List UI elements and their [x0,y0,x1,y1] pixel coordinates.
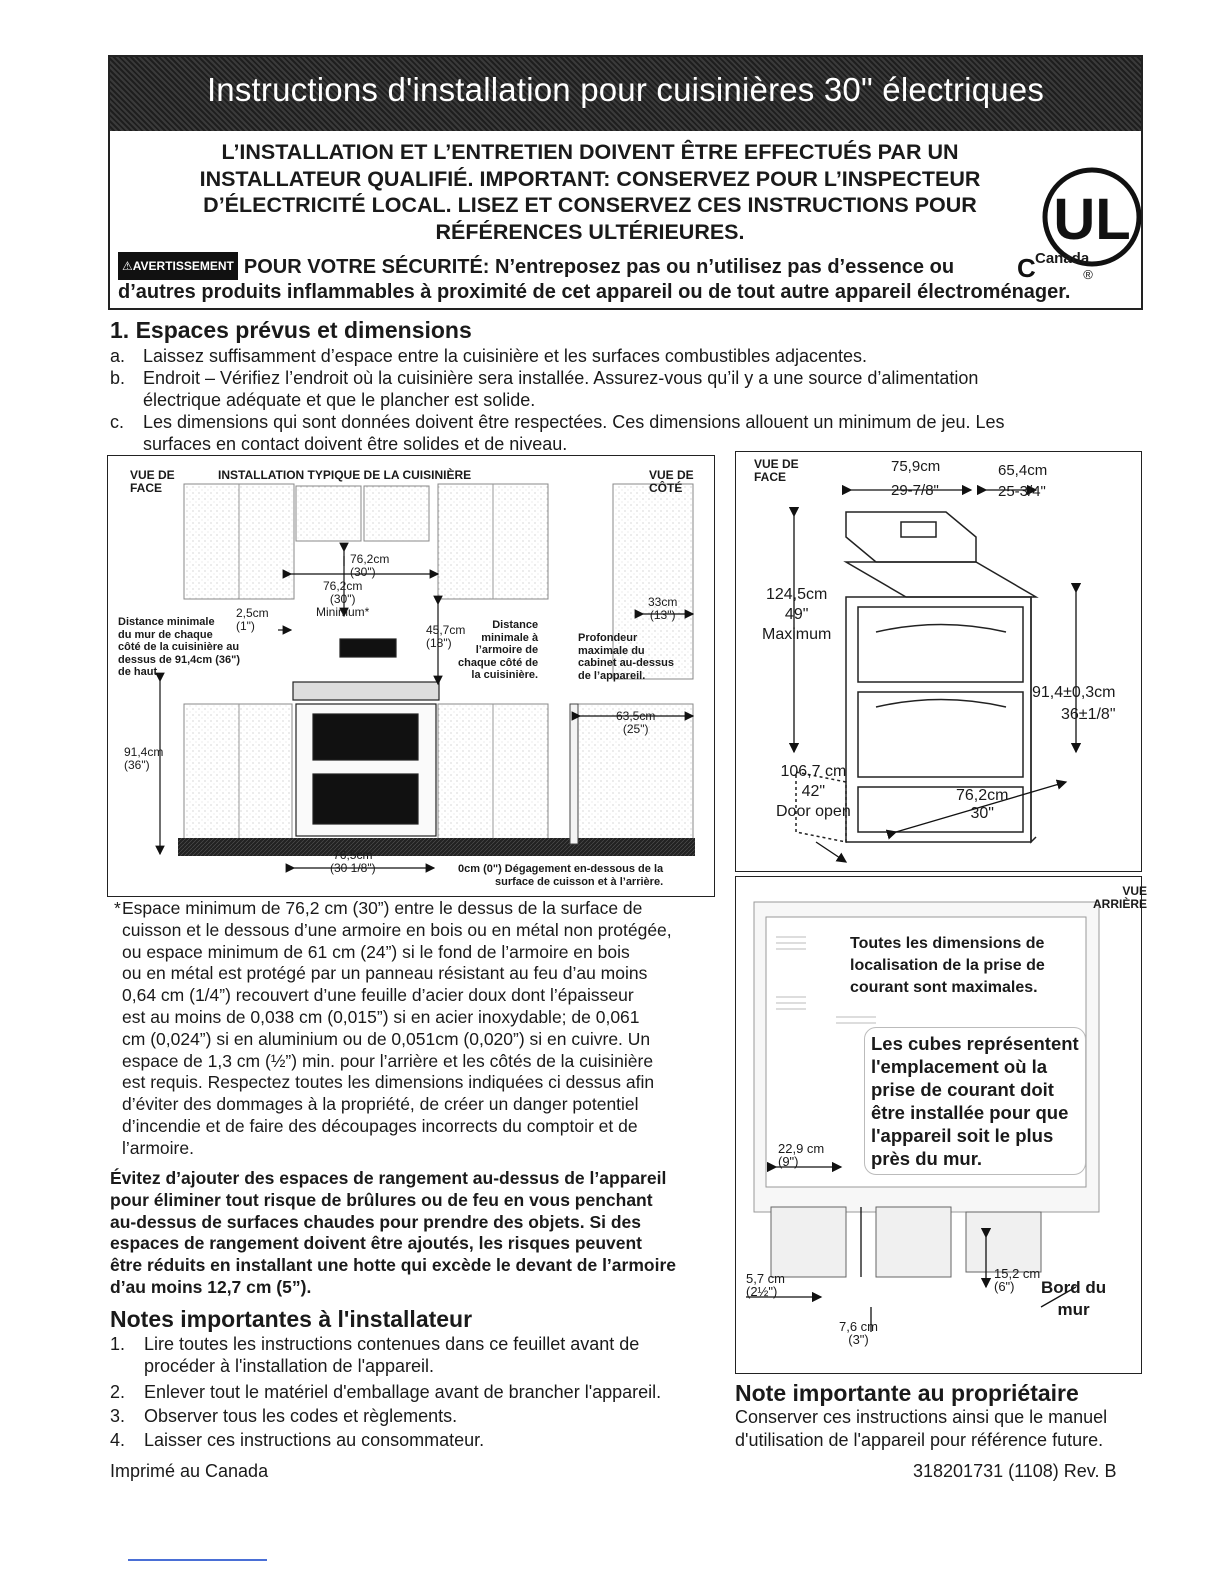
item-text: Laissez suffisamment d’espace entre la cuisinière et les surfaces combustibles adjacentes. [143,346,868,366]
footnote-star: * [114,898,121,918]
note-item [110,1381,725,1403]
width-cm: 75,9cm [891,458,941,475]
door-open-depth: 106,7 cm 42" Door open [776,763,851,820]
note-text: Observer tous les codes et règlements. [144,1406,458,1426]
item-text: électrique adéquate et que le plancher est solide. [143,390,536,410]
installer-line: RÉFÉRENCES ULTÉRIEURES. [435,219,745,244]
dim-25: 2,5cm (1") [236,606,269,633]
width-in: 29-7/8" [891,482,939,499]
footnote-line: d’éviter des dommages à la propriété, de créer un danger potentiel [122,1094,639,1115]
owner-note-body [735,1406,1145,1451]
front-view-label: VUE DE FACE [130,468,175,495]
dim-33: 33cm (13") [648,595,678,622]
owner-note-line: Conserver ces instructions ainsi que le manuel [735,1407,1108,1427]
footnote-line: espace de 1,3 cm (½”) min. pour l’arrière et les côtés de la cuisinière [122,1050,654,1071]
section-title: 1. Espaces prévus et dimensions [110,317,472,343]
floor [178,838,695,856]
note-text: procéder à l'installation de l'appareil. [144,1356,435,1376]
upper-cabinet-small [364,486,429,541]
item-label: c. [110,412,125,432]
depth-cm: 65,4cm [998,462,1048,479]
width-762: 76,2cm 30" [956,787,1009,822]
item-text: surfaces en contact doivent être solides et de niveau. [143,434,568,454]
warning-line: POUR VOTRE SÉCURITÉ: N’entreposez pas ou n’utilisez pas d’essence ou [243,256,955,278]
warning-badge: ⚠AVERTISSEMENT [118,252,238,280]
list-item [110,345,1150,367]
installer-line: L’INSTALLATION ET L’ENTRETIEN DOIVENT ÊTRE EFFECTUÉS PAR UN [221,140,959,164]
dist-wall-note: Distance minimale du mur de chaque côté de la cuisinière au dessus de 91,4cm (36") de haut. [118,616,240,678]
clearance-note: 0cm (0") Dégagement en-dessous de la surface de cuisson et à l’arrière. [458,863,664,888]
dim-229: 22,9 cm (9") [778,1141,825,1169]
item-text: Les dimensions qui sont données doivent être respectées. Ces dimensions allouent un minimum de jeu. Les [143,412,1005,432]
ul-logo-text: UL [1053,187,1131,252]
storage-warning-line: d’au moins 12,7 cm (5”). [110,1276,312,1297]
header-box [108,55,1143,310]
footnote-line: d’incendie et de faire des découpages incorrects du comptoir et de [122,1115,638,1136]
note-item [110,1429,725,1451]
dim-457: 45,7cm (18") [426,623,466,650]
installation-diagram [107,455,715,897]
storage-warning-line: au-dessus de surfaces chaudes pour prendre des objets. Si des [110,1211,642,1232]
canada-label: Canada [1035,250,1090,267]
installer-notice [130,139,1050,245]
footnote-line: 0,64 cm (1/4”) recouvert d’une feuille d’acier doux dont l’épaisseur [122,985,634,1006]
owner-note-line: d'utilisation de l'appareil pour référence future. [735,1429,1104,1450]
note-text: Enlever tout le matériel d'emballage avant de brancher l'appareil. [144,1382,662,1402]
callout-outlet-location: Les cubes représentent l'emplacement où la prise de courant doit être installée pour que l'appareil soit le plus près du mur. [864,1027,1086,1175]
footnote-line: cuisson et le dessous d’une armoire en bois ou en métal non protégée, [122,919,672,940]
footnote-line: l’armoire. [122,1137,194,1158]
warning-triangle-icon: ⚠ [122,259,133,273]
footnote-line: cm (0,024”) si en aluminium ou de 0,051cm (0,020”) si en cuivre. Un [122,1028,651,1049]
upper-cabinet-small [296,486,361,541]
dim-76: 7,6 cm (3") [839,1319,879,1347]
storage-warning-line: Évitez d’ajouter des espaces de rangement au-dessus de l’appareil [110,1168,667,1188]
footnote [110,898,725,1160]
notes-title: Notes importantes à l'installateur [110,1306,473,1332]
range-dimensions-diagram [735,451,1142,872]
owner-note-title: Note importante au propriétaire [735,1380,1079,1406]
side-view-label: VUE DE CÔTÉ [649,468,694,495]
rear-view-label: VUE ARRIÈRE [1093,884,1148,911]
footnote-line: est requis. Respectez toutes les dimensions indiquées ci dessus afin [122,1072,655,1093]
rear-view-diagram [735,876,1148,1374]
note-item [110,1333,725,1377]
item-label: b. [110,368,126,388]
ul-registered-text: ® [1083,267,1093,282]
depth-in: 25-3/4" [998,483,1046,500]
dim-914: 91,4cm (36") [124,745,164,772]
diagram-title: INSTALLATION TYPIQUE DE LA CUISINIÈRE [218,468,472,482]
footnote-line: est au moins de 0,038 cm (0,015”) si en acier inoxydable; de 0,061 [122,1006,640,1027]
note-item [110,1405,725,1427]
dim-762-top: 76,2cm (30") [350,552,390,579]
part-number: 318201731 (1108) Rev. B [913,1461,1117,1481]
dim-765: 76,5cm (30 1/8") [330,848,376,875]
page-title: Instructions d'installation pour cuisinières 30" électriques [206,71,1045,108]
height-cooktop: 91,4±0,3cm 36±1/8" [1032,684,1116,723]
installer-line: INSTALLATEUR QUALIFIÉ. IMPORTANT: CONSERVEZ POUR L’INSPECTEUR [199,166,981,191]
dim-57: 5,7 cm (2½") [746,1271,786,1299]
storage-warning-line: être réduits en installant une hotte qui excède le devant de l’armoire [110,1255,676,1276]
ul-c-text: C [1017,253,1036,283]
list-item [110,367,1150,411]
storage-warning-line: pour éliminer tout risque de brûlures ou de feu en vous penchant [110,1189,653,1210]
dist-cab-note: Distance minimale à l’armoire de chaque côté de la cuisinière. [458,619,539,681]
printed-in: Imprimé au Canada [110,1461,269,1481]
warning-line: d’autres produits inflammables à proximité de cet appareil ou de tout autre appareil électroménager. [118,281,1071,303]
storage-warning-line: espaces de rangement doivent être ajoutés, les risques peuvent [110,1233,642,1254]
note-number: 2. [110,1382,126,1402]
note-number: 4. [110,1430,126,1450]
title-bar [110,57,1141,131]
footnote-line: ou espace minimum de 61 cm (24”) si le fond de l’armoire en bois [122,941,630,962]
depth-note: Profondeur maximale du cabinet au-dessus de l’appareil. [578,632,674,682]
dim-762-min: 76,2cm (30") Minimum* [316,579,370,619]
list-item [110,411,1150,455]
callout-max-dimensions: Toutes les dimensions de localisation de la prise de courant sont maximales. [844,931,1051,1001]
safety-warning [118,252,1138,305]
item-label: a. [110,346,126,366]
storage-warning [110,1168,725,1299]
footnote-line: ou en métal est protégé par un panneau résistant au feu d’au moins [122,963,648,984]
wall-edge-label: Bord du mur [1041,1278,1107,1319]
dim-152: 15,2 cm (6") [994,1266,1041,1294]
item-text: Endroit – Vérifiez l’endroit où la cuisinière sera installée. Assurez-vous qu’il y a une source d’alimentation [143,368,979,388]
note-text: Laisser ces instructions au consommateur. [144,1430,485,1450]
note-text: Lire toutes les instructions contenues dans ce feuillet avant de [144,1334,640,1354]
dim-635: 63,5cm (25") [616,709,656,736]
lower-cabinet-left [184,704,292,849]
footnote-line: Espace minimum de 76,2 cm (30”) entre le dessus de la surface de [122,898,643,918]
note-number: 3. [110,1406,126,1426]
note-number: 1. [110,1334,126,1354]
front-view-label: VUE DE FACE [754,457,799,484]
installer-line: D’ÉLECTRICITÉ LOCAL. LISEZ ET CONSERVEZ CES INSTRUCTIONS POUR [203,193,977,217]
bottom-rule [128,1559,267,1561]
height-max: 124,5cm 49" Maximum [762,586,832,643]
